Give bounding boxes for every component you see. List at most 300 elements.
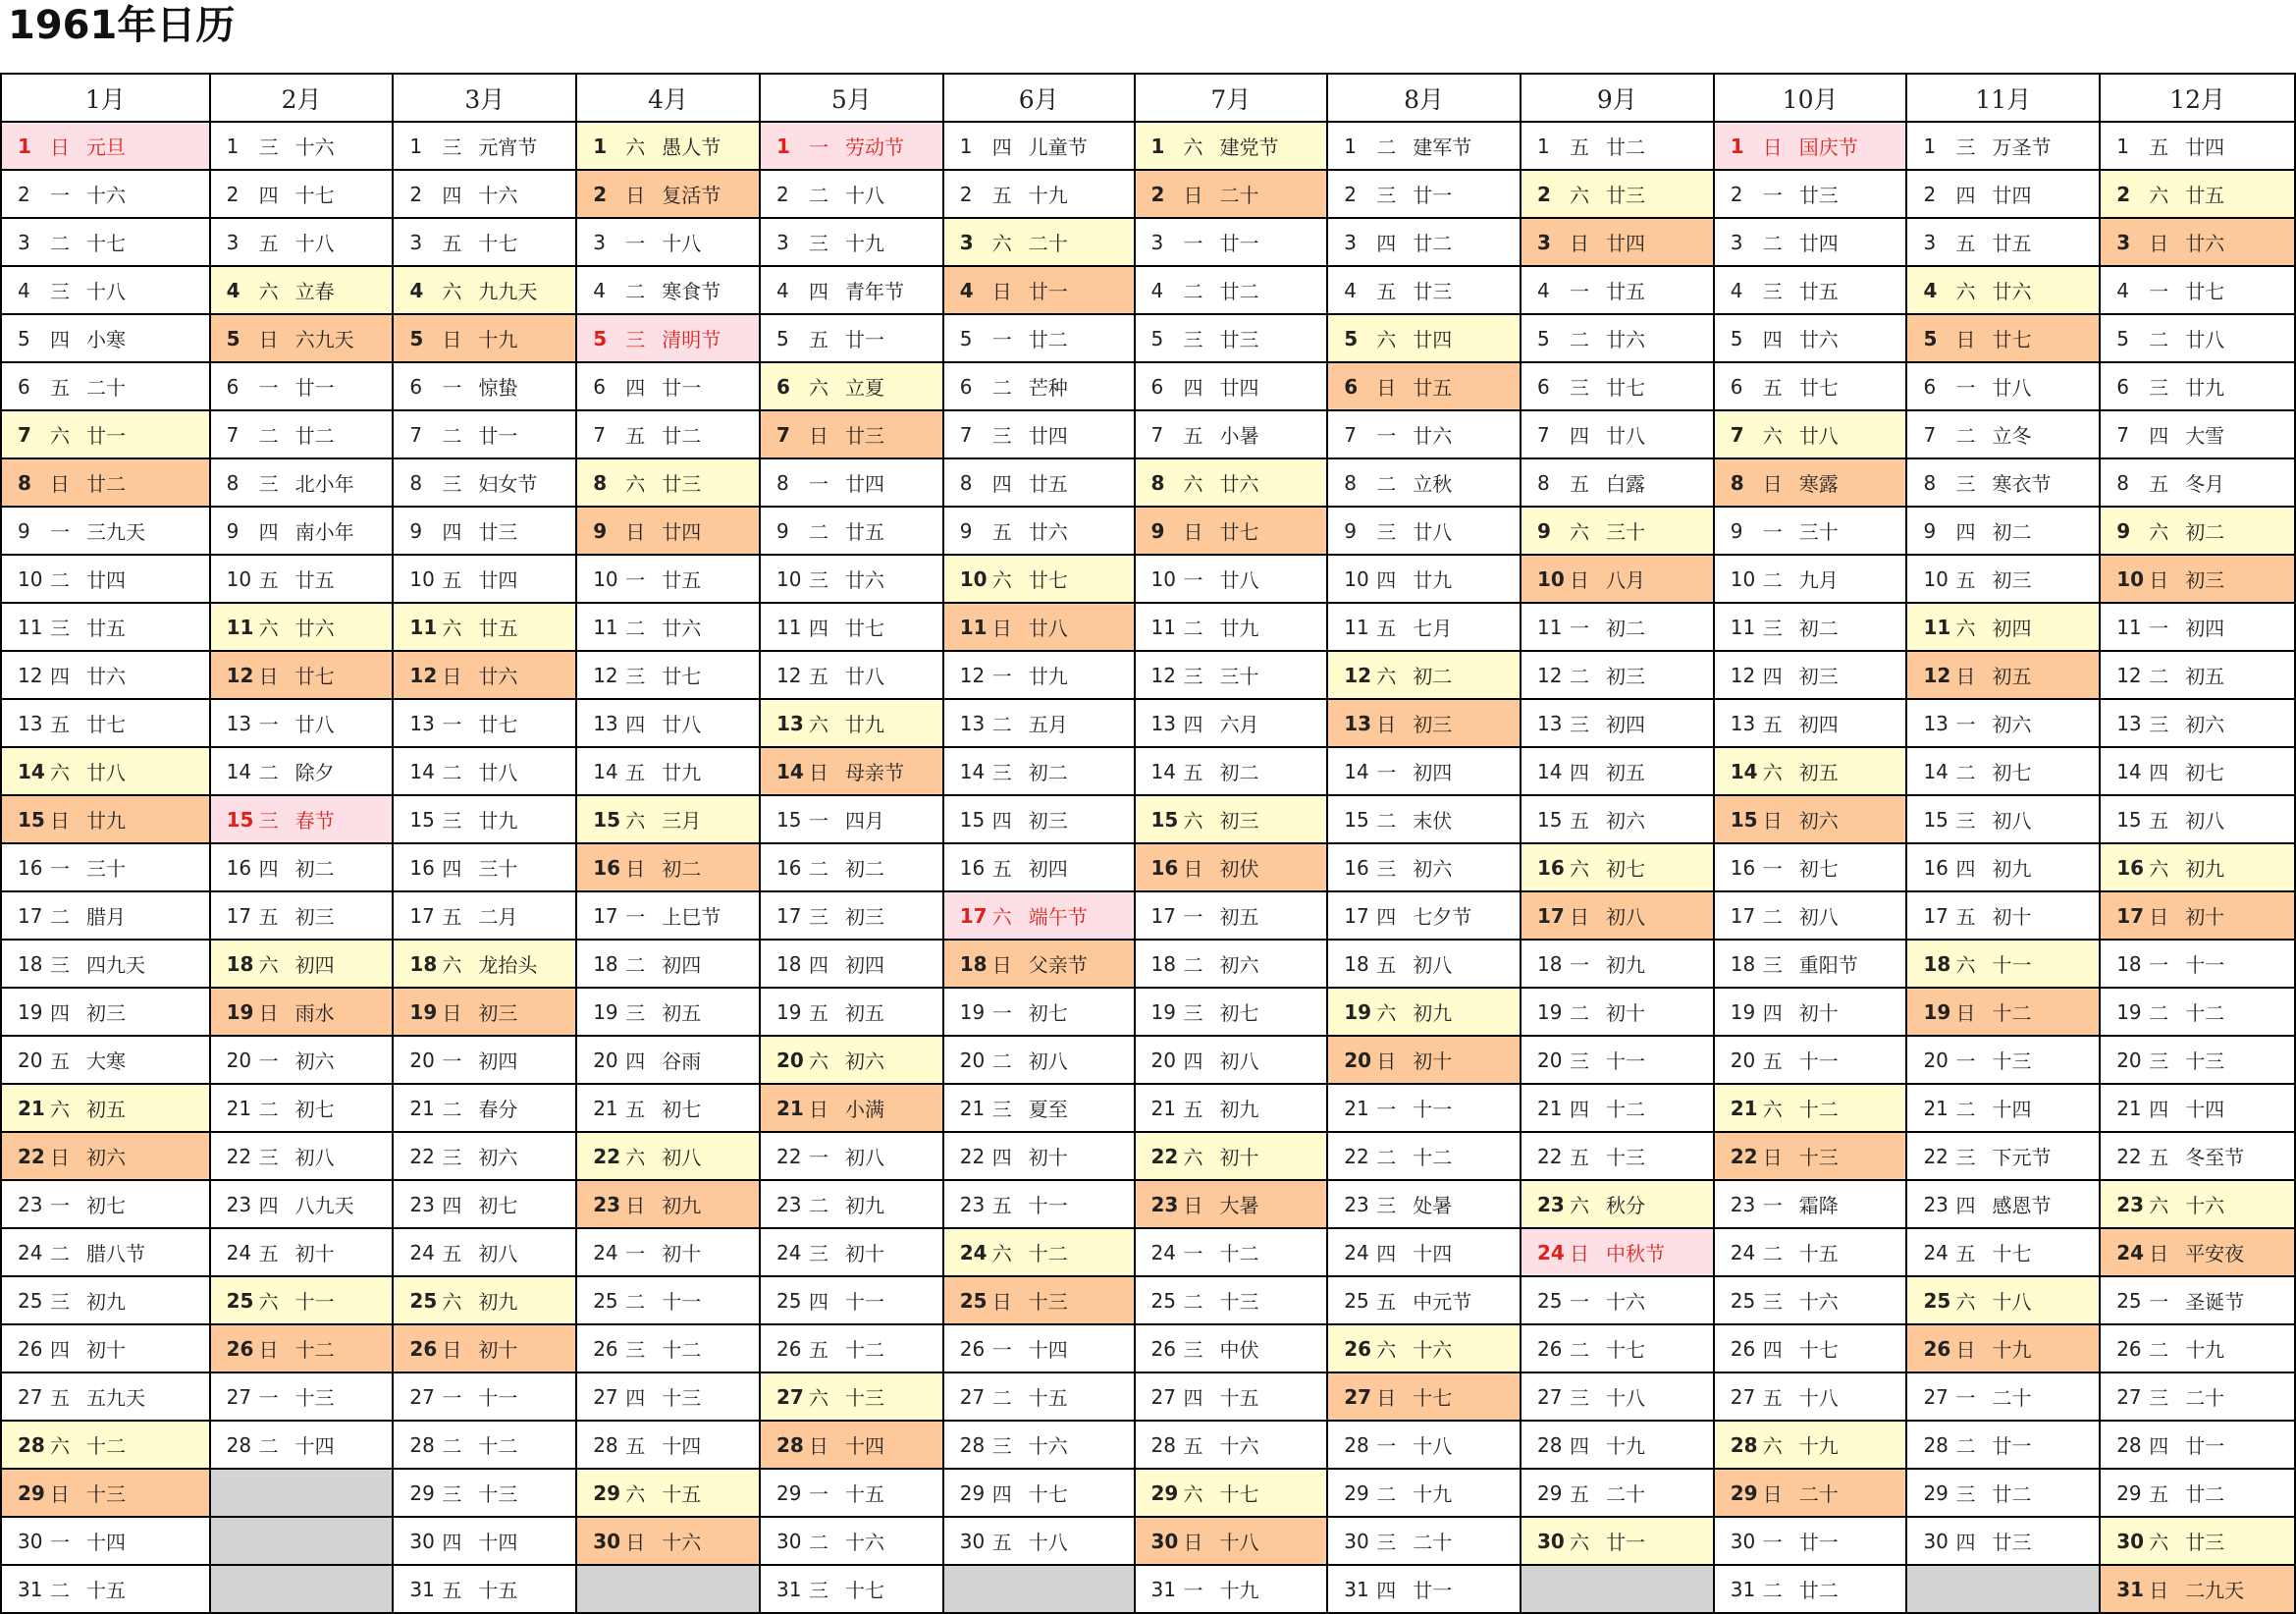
weekday-label: 一 <box>442 713 462 736</box>
day-number: 21 <box>409 1096 435 1120</box>
day-cell <box>1 1517 210 1565</box>
day-number: 6 <box>18 374 30 399</box>
lunar-label: 端午节 <box>1028 905 1088 929</box>
day-cell <box>760 651 943 699</box>
day-number: 8 <box>959 470 973 495</box>
weekday-label: 三 <box>258 809 279 833</box>
day-cell <box>393 1084 576 1132</box>
day-number: 5 <box>775 326 789 350</box>
weekday-label: 二 <box>442 424 462 448</box>
lunar-label: 初四 <box>1028 857 1068 881</box>
weekday-label: 三 <box>1955 1146 1976 1169</box>
weekday-label: 五 <box>991 1531 1012 1554</box>
day-cell <box>2100 314 2295 362</box>
day-cell <box>1714 314 1907 362</box>
day-number: 12 <box>1730 663 1756 687</box>
lunar-label: 廿六 <box>1028 520 1068 544</box>
weekday-label: 一 <box>1569 617 1589 640</box>
day-number: 26 <box>1344 1336 1372 1361</box>
lunar-label: 三十 <box>1219 665 1259 688</box>
day-cell <box>1906 1276 2100 1324</box>
day-cell <box>393 507 576 555</box>
lunar-label: 五月 <box>1028 713 1068 736</box>
day-cell <box>1521 891 1714 940</box>
day-cell <box>393 988 576 1036</box>
weekday-label: 三 <box>258 1146 279 1169</box>
lunar-label: 初三 <box>1219 809 1259 833</box>
day-number: 23 <box>18 1192 43 1216</box>
day-cell <box>393 603 576 651</box>
day-number: 2 <box>409 182 423 206</box>
lunar-label: 小寒 <box>86 328 126 351</box>
weekday-label: 六 <box>625 135 646 159</box>
day-number: 17 <box>1536 903 1565 928</box>
weekday-label: 一 <box>258 376 279 400</box>
day-number: 23 <box>1344 1192 1369 1216</box>
day-cell <box>1714 747 1907 795</box>
weekday-label: 日 <box>1183 857 1203 881</box>
weekday-label: 五 <box>1569 472 1589 496</box>
day-number: 8 <box>2116 470 2129 495</box>
weekday-label: 日 <box>625 1194 646 1217</box>
weekday-label: 六 <box>50 1434 70 1458</box>
day-number: 31 <box>409 1577 435 1601</box>
day-number: 2 <box>775 182 789 206</box>
day-number: 15 <box>226 807 254 832</box>
day-number: 1 <box>775 134 790 158</box>
day-number: 17 <box>1344 903 1369 928</box>
lunar-label: 十二 <box>294 1338 335 1362</box>
day-number: 9 <box>1730 518 1743 543</box>
weekday-label: 一 <box>442 1049 462 1073</box>
day-number: 6 <box>2116 374 2129 399</box>
lunar-label: 末伏 <box>1413 809 1453 833</box>
weekday-label: 二 <box>991 1386 1012 1410</box>
day-number: 19 <box>593 999 618 1024</box>
weekday-label: 一 <box>1183 232 1203 255</box>
day-cell <box>576 314 760 362</box>
day-cell <box>1 1228 210 1276</box>
day-number: 2 <box>959 182 973 206</box>
day-number: 17 <box>775 903 802 928</box>
weekday-label: 四 <box>808 1290 828 1314</box>
weekday-label: 四 <box>1569 424 1589 448</box>
day-number: 18 <box>1344 951 1369 976</box>
weekday-label: 日 <box>1183 184 1203 207</box>
day-number: 28 <box>1923 1432 1949 1457</box>
weekday-label: 一 <box>1183 568 1203 592</box>
weekday-label: 五 <box>808 328 828 351</box>
weekday-label: 一 <box>258 1049 279 1073</box>
weekday-label: 五 <box>1183 761 1203 784</box>
day-number: 23 <box>1536 1192 1565 1216</box>
weekday-label: 五 <box>258 568 279 592</box>
day-cell <box>210 651 394 699</box>
day-cell <box>943 843 1135 891</box>
weekday-label: 日 <box>50 809 70 833</box>
day-cell <box>2100 1036 2295 1084</box>
lunar-label: 白露 <box>1605 472 1645 496</box>
day-row <box>1 1276 2295 1324</box>
day-number: 22 <box>959 1144 986 1168</box>
lunar-label: 廿三 <box>1413 280 1453 303</box>
day-cell <box>760 1228 943 1276</box>
day-number: 18 <box>409 951 438 976</box>
weekday-label: 四 <box>50 1001 70 1025</box>
empty-cell <box>1906 1565 2100 1613</box>
day-number: 28 <box>226 1432 252 1457</box>
day-number: 19 <box>1536 999 1563 1024</box>
day-number: 7 <box>1344 422 1357 447</box>
day-number: 26 <box>2116 1336 2142 1361</box>
lunar-label: 廿九 <box>86 809 126 833</box>
lunar-label: 初七 <box>294 1098 335 1121</box>
day-cell <box>1327 266 1521 314</box>
lunar-label: 初八 <box>1798 905 1839 929</box>
day-cell <box>1135 1180 1328 1228</box>
month-header: 10月 <box>1714 74 1907 122</box>
weekday-label: 五 <box>1955 1242 1976 1265</box>
day-number: 6 <box>1730 374 1743 399</box>
day-row <box>1 1517 2295 1565</box>
lunar-label: 二十 <box>1605 1482 1645 1506</box>
day-number: 13 <box>1344 711 1372 735</box>
day-number: 10 <box>1730 566 1756 591</box>
lunar-label: 廿五 <box>294 568 335 592</box>
weekday-label: 五 <box>2149 809 2169 833</box>
day-cell <box>1906 218 2100 266</box>
day-cell <box>210 891 394 940</box>
day-number: 2 <box>1923 182 1937 206</box>
day-cell <box>1327 603 1521 651</box>
lunar-label: 立冬 <box>1992 424 2032 448</box>
lunar-label: 廿三 <box>662 472 702 496</box>
lunar-label: 元旦 <box>86 135 126 159</box>
day-cell <box>1714 1132 1907 1180</box>
empty-cell <box>1521 1565 1714 1613</box>
lunar-label: 十五 <box>1219 1386 1259 1410</box>
day-cell <box>1135 1276 1328 1324</box>
day-cell <box>1 1276 210 1324</box>
day-cell <box>1521 1036 1714 1084</box>
day-number: 24 <box>226 1240 252 1264</box>
weekday-label: 四 <box>258 520 279 544</box>
day-cell <box>393 1421 576 1469</box>
day-number: 23 <box>1150 1192 1179 1216</box>
day-number: 8 <box>593 470 608 495</box>
lunar-label: 初八 <box>1605 905 1645 929</box>
weekday-label: 六 <box>1376 1338 1397 1362</box>
weekday-label: 六 <box>1762 424 1783 448</box>
weekday-label: 二 <box>1955 424 1976 448</box>
lunar-label: 感恩节 <box>1992 1194 2052 1217</box>
day-number: 17 <box>1730 903 1756 928</box>
weekday-label: 四 <box>258 1194 279 1217</box>
day-number: 2 <box>1536 182 1551 206</box>
day-number: 15 <box>1923 807 1949 832</box>
weekday-label: 一 <box>1955 1386 1976 1410</box>
lunar-label: 十二 <box>1219 1242 1259 1265</box>
day-cell <box>1906 747 2100 795</box>
lunar-label: 廿九 <box>844 713 884 736</box>
month-header: 11月 <box>1906 74 2100 122</box>
lunar-label: 九月 <box>1798 568 1839 592</box>
lunar-label: 廿四 <box>86 568 126 592</box>
day-cell <box>576 1084 760 1132</box>
day-number: 9 <box>1150 518 1165 543</box>
weekday-label: 一 <box>2149 617 2169 640</box>
day-number: 12 <box>226 663 254 687</box>
weekday-label: 日 <box>991 280 1012 303</box>
day-number: 20 <box>409 1048 435 1072</box>
weekday-label: 一 <box>258 713 279 736</box>
weekday-label: 六 <box>991 1242 1012 1265</box>
day-cell <box>393 699 576 747</box>
lunar-label: 廿九 <box>2185 376 2225 400</box>
day-number: 24 <box>775 1240 802 1264</box>
day-number: 30 <box>2116 1529 2145 1553</box>
weekday-label: 三 <box>1376 1194 1397 1217</box>
lunar-label: 初八 <box>294 1146 335 1169</box>
day-number: 3 <box>775 230 789 254</box>
day-number: 26 <box>18 1336 43 1361</box>
day-number: 16 <box>226 855 252 880</box>
weekday-label: 五 <box>1569 1146 1589 1169</box>
lunar-label: 廿六 <box>844 568 884 592</box>
weekday-label: 日 <box>991 953 1012 977</box>
day-cell <box>1714 1228 1907 1276</box>
day-cell <box>1 507 210 555</box>
day-number: 29 <box>1536 1480 1563 1505</box>
day-row <box>1 747 2295 795</box>
day-number: 7 <box>18 422 31 447</box>
day-cell <box>1135 603 1328 651</box>
day-number: 7 <box>1150 422 1164 447</box>
day-cell <box>2100 699 2295 747</box>
weekday-label: 四 <box>2149 1098 2169 1121</box>
day-cell <box>760 1469 943 1517</box>
day-cell <box>2100 1469 2295 1517</box>
lunar-label: 初八 <box>1028 1049 1068 1073</box>
lunar-label: 十八 <box>662 232 702 255</box>
weekday-label: 六 <box>2149 184 2169 207</box>
day-number: 14 <box>1150 759 1176 783</box>
lunar-label: 二十 <box>86 376 126 400</box>
weekday-label: 二 <box>442 1434 462 1458</box>
weekday-label: 二 <box>50 232 70 255</box>
day-number: 11 <box>1344 615 1369 639</box>
lunar-label: 初五 <box>2185 665 2225 688</box>
day-number: 23 <box>1730 1192 1756 1216</box>
day-cell <box>1327 410 1521 458</box>
lunar-label: 初十 <box>844 1242 884 1265</box>
lunar-label: 初三 <box>1028 809 1068 833</box>
day-row <box>1 1565 2295 1613</box>
weekday-label: 日 <box>625 857 646 881</box>
day-number: 5 <box>18 326 30 350</box>
weekday-label: 四 <box>1183 713 1203 736</box>
lunar-label: 十三 <box>1992 1049 2032 1073</box>
day-number: 20 <box>1923 1048 1949 1072</box>
day-number: 19 <box>409 999 438 1024</box>
day-number: 11 <box>775 615 802 639</box>
lunar-label: 廿五 <box>1605 280 1645 303</box>
day-number: 16 <box>2116 855 2145 880</box>
lunar-label: 寒食节 <box>662 280 721 303</box>
day-cell <box>1521 699 1714 747</box>
weekday-label: 四 <box>625 1386 646 1410</box>
day-cell <box>393 1036 576 1084</box>
weekday-label: 一 <box>1569 280 1589 303</box>
lunar-label: 初三 <box>294 905 335 929</box>
weekday-label: 三 <box>1955 1482 1976 1506</box>
day-cell <box>1521 1276 1714 1324</box>
day-cell <box>760 1036 943 1084</box>
lunar-label: 十八 <box>294 232 335 255</box>
day-cell <box>1327 1517 1521 1565</box>
lunar-label: 初二 <box>1605 617 1645 640</box>
weekday-label: 日 <box>2149 568 2169 592</box>
day-number: 11 <box>18 615 43 639</box>
day-number: 9 <box>18 518 30 543</box>
day-cell <box>1906 1324 2100 1372</box>
day-number: 31 <box>1730 1577 1756 1601</box>
weekday-label: 四 <box>1762 1001 1783 1025</box>
day-cell <box>943 1276 1135 1324</box>
day-cell <box>760 603 943 651</box>
lunar-label: 四九天 <box>86 953 145 977</box>
weekday-label: 日 <box>258 1001 279 1025</box>
day-cell <box>760 940 943 988</box>
weekday-label: 六 <box>1569 1531 1589 1554</box>
day-number: 24 <box>2116 1240 2145 1264</box>
day-number: 9 <box>2116 518 2131 543</box>
day-cell <box>393 795 576 843</box>
day-number: 11 <box>226 615 254 639</box>
day-number: 16 <box>593 855 621 880</box>
day-number: 15 <box>1730 807 1758 832</box>
day-cell <box>2100 362 2295 410</box>
day-number: 19 <box>1344 999 1372 1024</box>
day-cell <box>576 603 760 651</box>
day-cell <box>943 458 1135 507</box>
lunar-label: 除夕 <box>294 761 335 784</box>
lunar-label: 廿二 <box>1028 328 1068 351</box>
weekday-label: 五 <box>991 520 1012 544</box>
weekday-label: 日 <box>808 424 828 448</box>
weekday-label: 二 <box>1955 761 1976 784</box>
lunar-label: 十八 <box>1028 1531 1068 1554</box>
lunar-label: 廿八 <box>86 761 126 784</box>
day-number: 24 <box>1730 1240 1756 1264</box>
day-cell <box>1327 1228 1521 1276</box>
day-cell <box>760 988 943 1036</box>
weekday-label: 三 <box>1762 953 1783 977</box>
day-number: 15 <box>2116 807 2142 832</box>
day-cell <box>760 843 943 891</box>
day-cell <box>576 555 760 603</box>
lunar-label: 寒衣节 <box>1992 472 2052 496</box>
month-header: 7月 <box>1135 74 1328 122</box>
lunar-label: 重阳节 <box>1798 953 1858 977</box>
day-number: 3 <box>18 230 30 254</box>
lunar-label: 十七 <box>86 232 126 255</box>
day-number: 27 <box>409 1384 435 1409</box>
day-number: 14 <box>1344 759 1369 783</box>
day-number: 18 <box>18 951 43 976</box>
lunar-label: 廿二 <box>1413 232 1453 255</box>
weekday-label: 四 <box>258 857 279 881</box>
day-number: 30 <box>593 1529 621 1553</box>
lunar-label: 初十 <box>1413 1049 1453 1073</box>
day-cell <box>1327 940 1521 988</box>
weekday-label: 六 <box>1569 857 1589 881</box>
day-cell <box>1906 314 2100 362</box>
weekday-label: 三 <box>991 761 1012 784</box>
weekday-label: 六 <box>1569 184 1589 207</box>
weekday-label: 日 <box>2149 232 2169 255</box>
lunar-label: 初九 <box>1413 1001 1453 1025</box>
day-cell <box>1 988 210 1036</box>
day-number: 10 <box>226 566 252 591</box>
day-number: 23 <box>226 1192 252 1216</box>
day-row <box>1 362 2295 410</box>
lunar-label: 廿三 <box>1605 184 1645 207</box>
weekday-label: 一 <box>625 568 646 592</box>
weekday-label: 六 <box>1183 809 1203 833</box>
weekday-label: 六 <box>1569 1194 1589 1217</box>
day-number: 6 <box>1150 374 1164 399</box>
lunar-label: 十八 <box>86 280 126 303</box>
weekday-label: 二 <box>50 1579 70 1602</box>
day-cell <box>1521 1180 1714 1228</box>
day-cell <box>393 314 576 362</box>
lunar-label: 廿五 <box>478 617 518 640</box>
day-row <box>1 122 2295 170</box>
day-cell <box>1521 314 1714 362</box>
lunar-label: 十一 <box>2185 953 2225 977</box>
day-number: 10 <box>1150 566 1176 591</box>
day-cell <box>2100 940 2295 988</box>
day-cell <box>1521 1469 1714 1517</box>
lunar-label: 十八 <box>1413 1434 1453 1458</box>
day-number: 25 <box>593 1288 618 1313</box>
lunar-label: 十二 <box>1992 1001 2032 1025</box>
weekday-label: 二 <box>1183 617 1203 640</box>
lunar-label: 母亲节 <box>844 761 904 784</box>
weekday-label: 六 <box>625 1482 646 1506</box>
lunar-label: 十三 <box>1219 1290 1259 1314</box>
weekday-label: 日 <box>50 472 70 496</box>
day-number: 28 <box>1150 1432 1176 1457</box>
lunar-label: 初六 <box>294 1049 335 1073</box>
day-cell <box>1135 1228 1328 1276</box>
day-cell <box>1 555 210 603</box>
weekday-label: 六 <box>1376 665 1397 688</box>
day-number: 24 <box>1344 1240 1369 1264</box>
day-number: 29 <box>1344 1480 1369 1505</box>
day-number: 26 <box>959 1336 986 1361</box>
weekday-label: 五 <box>442 1579 462 1602</box>
weekday-label: 一 <box>1762 184 1783 207</box>
weekday-label: 日 <box>1376 376 1397 400</box>
day-cell <box>2100 988 2295 1036</box>
weekday-label: 六 <box>1955 953 1976 977</box>
day-number: 12 <box>593 663 618 687</box>
day-number: 16 <box>775 855 802 880</box>
weekday-label: 日 <box>1569 905 1589 929</box>
day-cell <box>2100 651 2295 699</box>
